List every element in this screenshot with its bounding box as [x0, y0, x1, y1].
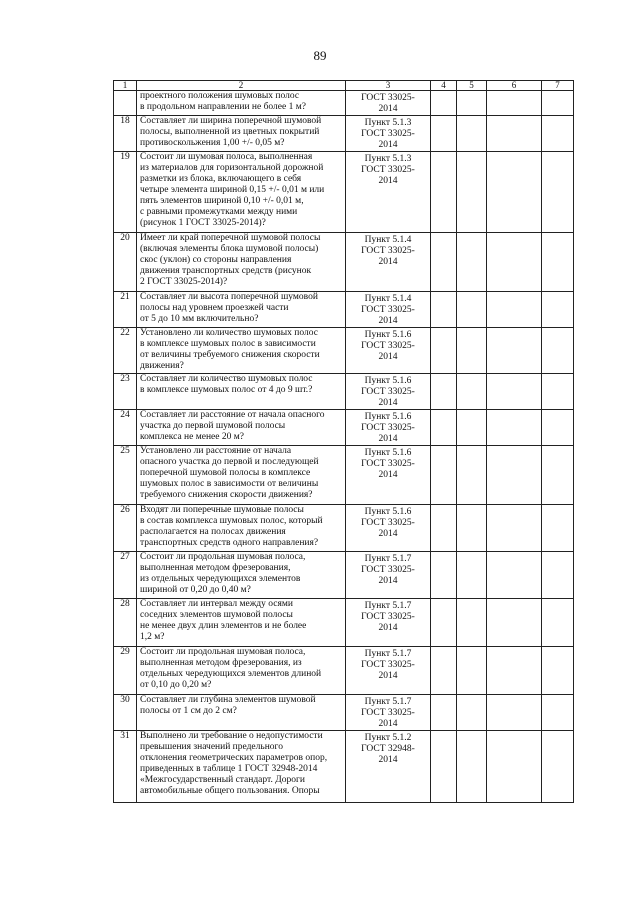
- table-row: [114, 599, 574, 647]
- row-number: 30: [114, 695, 137, 731]
- col-header: 4: [431, 81, 457, 91]
- question-line: в комплексе шумовых полос от 4 до 9 шт.?: [140, 385, 313, 395]
- reference-cell: [346, 647, 431, 695]
- question-cell: [137, 91, 346, 116]
- question-line: опасного участка до первой и последующей: [140, 457, 319, 467]
- question-cell: [137, 292, 346, 328]
- table-row: [114, 552, 574, 599]
- table-row: [114, 731, 574, 803]
- question-cell: [137, 647, 346, 695]
- row-number: 29: [114, 647, 137, 695]
- question-line: Составляет ли высота поперечной шумовой: [140, 292, 318, 302]
- answer-cell: [487, 695, 542, 731]
- reference-line: ГОСТ 33025-: [361, 341, 415, 351]
- answer-cell: [431, 599, 457, 647]
- reference-line: ГОСТ 33025-: [361, 305, 415, 315]
- col-header: 2: [137, 81, 346, 91]
- reference-line: 2014: [378, 576, 398, 586]
- reference-cell: [346, 731, 431, 803]
- row-number: 23: [114, 374, 137, 410]
- question-line: пять элементов шириной 0,10 +/- 0,01 м,: [140, 196, 304, 206]
- answer-cell: [487, 731, 542, 803]
- question-cell: [137, 374, 346, 410]
- reference-line: 2014: [378, 671, 398, 681]
- question-line: (рисунок 1 ГОСТ 33025-2014)?: [140, 218, 266, 228]
- table-row: [114, 410, 574, 446]
- question-line: движения транспортных средств (рисунок: [140, 266, 312, 276]
- answer-cell: [431, 233, 457, 292]
- reference-cell: [346, 505, 431, 552]
- question-line: скос (уклон) со стороны направления: [140, 255, 292, 265]
- answer-cell: [487, 233, 542, 292]
- question-line: Составляет ли количество шумовых полос: [140, 374, 313, 384]
- table-row: [114, 505, 574, 552]
- answer-cell: [487, 599, 542, 647]
- answer-cell: [457, 552, 487, 599]
- answer-cell: [487, 410, 542, 446]
- reference-line: ГОСТ 33025-: [361, 387, 415, 397]
- reference-line: Пункт 5.1.6: [364, 507, 412, 517]
- table-row: [114, 233, 574, 292]
- answer-cell: [542, 446, 574, 505]
- answer-cell: [431, 505, 457, 552]
- reference-line: 2014: [378, 398, 398, 408]
- answer-cell: [457, 410, 487, 446]
- answer-cell: [542, 116, 574, 152]
- question-line: Составляет ли глубина элементов шумовой: [140, 695, 316, 705]
- reference-line: ГОСТ 33025-: [361, 129, 415, 139]
- question-cell: [137, 233, 346, 292]
- row-number: 24: [114, 410, 137, 446]
- question-cell: [137, 116, 346, 152]
- reference-line: Пункт 5.1.7: [364, 554, 412, 564]
- question-line: Состоит ли шумовая полоса, выполненная: [140, 152, 313, 162]
- table-row: [114, 374, 574, 410]
- table-row: [114, 446, 574, 505]
- row-number: 21: [114, 292, 137, 328]
- reference-line: 2014: [378, 434, 398, 444]
- row-number: 27: [114, 552, 137, 599]
- question-cell: [137, 328, 346, 374]
- reference-line: ГОСТ 33025-: [361, 459, 415, 469]
- answer-cell: [487, 446, 542, 505]
- answer-cell: [487, 328, 542, 374]
- reference-line: 2014: [378, 257, 398, 267]
- reference-line: Пункт 5.1.7: [364, 601, 412, 611]
- answer-cell: [542, 410, 574, 446]
- question-line: располагается на полосах движения: [140, 527, 286, 537]
- question-line: автомобильные общего пользования. Опоры: [140, 786, 320, 796]
- reference-line: ГОСТ 33025-: [361, 246, 415, 256]
- answer-cell: [431, 152, 457, 233]
- answer-cell: [542, 233, 574, 292]
- reference-cell: [346, 695, 431, 731]
- reference-line: ГОСТ 33025-: [361, 612, 415, 622]
- table-row: [114, 152, 574, 233]
- question-cell: [137, 552, 346, 599]
- answer-cell: [487, 647, 542, 695]
- question-cell: [137, 152, 346, 233]
- question-line: требуемого снижения скорости движения?: [140, 490, 313, 500]
- question-line: выполненная методом фрезерования,: [140, 563, 291, 573]
- reference-cell: [346, 552, 431, 599]
- answer-cell: [431, 292, 457, 328]
- answer-cell: [431, 446, 457, 505]
- row-number: 18: [114, 116, 137, 152]
- reference-line: ГОСТ 33025-: [361, 165, 415, 175]
- reference-cell: [346, 91, 431, 116]
- question-line: полосы, выполненной из цветных покрытий: [140, 127, 320, 137]
- answer-cell: [542, 552, 574, 599]
- question-line: приведенных в таблице 1 ГОСТ 32948-2014: [140, 764, 318, 774]
- question-line: в продольном направлении не более 1 м?: [140, 102, 306, 112]
- question-line: от 5 до 10 мм включительно?: [140, 314, 259, 324]
- answer-cell: [431, 647, 457, 695]
- question-cell: [137, 505, 346, 552]
- question-line: 1,2 м?: [140, 632, 165, 642]
- question-line: 2 ГОСТ 33025-2014)?: [140, 277, 228, 287]
- reference-cell: [346, 233, 431, 292]
- table-row: [114, 292, 574, 328]
- page-number: 89: [313, 48, 327, 63]
- answer-cell: [431, 328, 457, 374]
- reference-line: Пункт 5.1.3: [364, 154, 412, 164]
- table-row: [114, 91, 574, 116]
- reference-cell: [346, 116, 431, 152]
- answer-cell: [542, 695, 574, 731]
- answer-cell: [457, 233, 487, 292]
- answer-cell: [457, 374, 487, 410]
- reference-line: ГОСТ 33025-: [361, 660, 415, 670]
- reference-line: 2014: [378, 719, 398, 729]
- reference-line: ГОСТ 33025-: [361, 423, 415, 433]
- col-header: 5: [457, 81, 487, 91]
- reference-cell: [346, 410, 431, 446]
- answer-cell: [431, 552, 457, 599]
- reference-line: 2014: [378, 140, 398, 150]
- answer-cell: [457, 647, 487, 695]
- reference-line: Пункт 5.1.6: [364, 448, 412, 458]
- question-cell: [137, 599, 346, 647]
- question-line: с равными промежутками между ними: [140, 207, 298, 217]
- answer-cell: [431, 91, 457, 116]
- answer-cell: [487, 152, 542, 233]
- question-line: «Межгосударственный стандарт. Дороги: [140, 775, 305, 785]
- answer-cell: [431, 695, 457, 731]
- answer-cell: [487, 292, 542, 328]
- answer-cell: [457, 328, 487, 374]
- answer-cell: [457, 505, 487, 552]
- reference-line: Пункт 5.1.2: [364, 733, 412, 743]
- question-line: участка до первой шумовой полосы: [140, 421, 286, 431]
- reference-cell: [346, 328, 431, 374]
- question-line: от величины требуемого снижения скорости: [140, 350, 320, 360]
- question-line: соседних элементов шумовой полосы: [140, 610, 293, 620]
- reference-line: 2014: [378, 755, 398, 765]
- answer-cell: [542, 731, 574, 803]
- answer-cell: [542, 328, 574, 374]
- question-line: Установлено ли количество шумовых полос: [140, 328, 318, 338]
- col-header: 1: [114, 81, 137, 91]
- question-line: транспортных средств одного направления?: [140, 538, 319, 548]
- answer-cell: [487, 552, 542, 599]
- question-line: Составляет ли расстояние от начала опасного: [140, 410, 325, 420]
- answer-cell: [542, 374, 574, 410]
- table-row: [114, 647, 574, 695]
- question-cell: [137, 731, 346, 803]
- answer-cell: [542, 152, 574, 233]
- header-row: [114, 81, 574, 91]
- question-line: проектного положения шумовых полос: [140, 91, 300, 101]
- question-cell: [137, 446, 346, 505]
- question-cell: [137, 410, 346, 446]
- reference-line: Пункт 5.1.7: [364, 649, 412, 659]
- checklist-table: [113, 80, 574, 803]
- row-number: 31: [114, 731, 137, 803]
- reference-cell: [346, 152, 431, 233]
- col-header: 7: [542, 81, 574, 91]
- answer-cell: [542, 505, 574, 552]
- table-row: [114, 328, 574, 374]
- row-number: 22: [114, 328, 137, 374]
- question-line: Входят ли поперечные шумовые полосы: [140, 505, 304, 515]
- answer-cell: [431, 410, 457, 446]
- question-line: Выполнено ли требование о недопустимости: [140, 731, 323, 741]
- question-line: не менее двух длин элементов и не более: [140, 621, 307, 631]
- question-line: отклонения геометрических параметров опор,: [140, 753, 328, 763]
- reference-line: 2014: [378, 529, 398, 539]
- reference-line: ГОСТ 33025-: [361, 93, 415, 103]
- row-number: 19: [114, 152, 137, 233]
- question-line: от 0,10 до 0,20 м?: [140, 680, 212, 690]
- answer-cell: [431, 116, 457, 152]
- reference-line: 2014: [378, 316, 398, 326]
- question-line: Установлено ли расстояние от начала: [140, 446, 292, 456]
- reference-line: Пункт 5.1.3: [364, 118, 412, 128]
- answer-cell: [457, 152, 487, 233]
- question-line: Состоит ли продольная шумовая полоса,: [140, 552, 306, 562]
- answer-cell: [542, 647, 574, 695]
- answer-cell: [431, 374, 457, 410]
- row-number: 25: [114, 446, 137, 505]
- question-line: отдельных чередующихся элементов длиной: [140, 669, 322, 679]
- question-line: Имеет ли край поперечной шумовой полосы: [140, 233, 321, 243]
- reference-line: ГОСТ 33025-: [361, 708, 415, 718]
- question-line: поперечной шумовой полосы в комплексе: [140, 468, 311, 478]
- answer-cell: [457, 292, 487, 328]
- reference-line: 2014: [378, 470, 398, 480]
- row-number: [114, 91, 137, 116]
- reference-line: 2014: [378, 352, 398, 362]
- answer-cell: [457, 116, 487, 152]
- col-header: 3: [346, 81, 431, 91]
- reference-cell: [346, 374, 431, 410]
- question-line: из материалов для горизонтальной дорожной: [140, 163, 324, 173]
- row-number: 28: [114, 599, 137, 647]
- question-line: четыре элемента шириной 0,15 +/- 0,01 м или: [140, 185, 325, 195]
- question-line: из отдельных чередующихся элементов: [140, 574, 301, 584]
- question-line: в комплексе шумовых полос в зависимости: [140, 339, 316, 349]
- question-line: шумовых полос в зависимости от величины: [140, 479, 319, 489]
- answer-cell: [487, 505, 542, 552]
- answer-cell: [457, 695, 487, 731]
- reference-cell: [346, 599, 431, 647]
- question-line: Состоит ли продольная шумовая полоса,: [140, 647, 306, 657]
- question-line: Составляет ли интервал между осями: [140, 599, 293, 609]
- reference-line: 2014: [378, 104, 398, 114]
- answer-cell: [542, 292, 574, 328]
- question-line: шириной от 0,20 до 0,40 м?: [140, 585, 251, 595]
- reference-line: Пункт 5.1.6: [364, 412, 412, 422]
- reference-line: 2014: [378, 176, 398, 186]
- reference-cell: [346, 446, 431, 505]
- answer-cell: [431, 731, 457, 803]
- reference-line: Пункт 5.1.4: [364, 235, 412, 245]
- answer-cell: [457, 91, 487, 116]
- question-line: комплекса не менее 20 м?: [140, 432, 244, 442]
- reference-line: Пункт 5.1.6: [364, 376, 412, 386]
- answer-cell: [457, 446, 487, 505]
- answer-cell: [457, 731, 487, 803]
- reference-line: Пункт 5.1.7: [364, 697, 412, 707]
- answer-cell: [487, 374, 542, 410]
- reference-line: ГОСТ 33025-: [361, 518, 415, 528]
- question-line: противоскольжения 1,00 +/- 0,05 м?: [140, 138, 285, 148]
- question-line: (включая элементы блока шумовой полосы): [140, 244, 319, 254]
- question-line: в состав комплекса шумовых полос, который: [140, 516, 323, 526]
- question-line: Составляет ли ширина поперечной шумовой: [140, 116, 322, 126]
- col-header: 6: [487, 81, 542, 91]
- question-line: полосы от 1 см до 2 см?: [140, 706, 237, 716]
- question-line: полосы над уровнем проезжей части: [140, 303, 289, 313]
- answer-cell: [487, 116, 542, 152]
- answer-cell: [542, 91, 574, 116]
- question-line: превышения значений предельного: [140, 742, 283, 752]
- reference-line: Пункт 5.1.6: [364, 330, 412, 340]
- answer-cell: [457, 599, 487, 647]
- answer-cell: [487, 91, 542, 116]
- reference-line: ГОСТ 32948-: [361, 744, 415, 754]
- answer-cell: [542, 599, 574, 647]
- row-number: 20: [114, 233, 137, 292]
- question-line: движения?: [140, 361, 184, 371]
- row-number: 26: [114, 505, 137, 552]
- reference-cell: [346, 292, 431, 328]
- reference-line: Пункт 5.1.4: [364, 294, 412, 304]
- question-line: разметки из блока, включающего в себя: [140, 174, 302, 184]
- table-row: [114, 695, 574, 731]
- question-cell: [137, 695, 346, 731]
- reference-line: ГОСТ 33025-: [361, 565, 415, 575]
- question-line: выполненная методом фрезерования, из: [140, 658, 302, 668]
- reference-line: 2014: [378, 623, 398, 633]
- table-row: [114, 116, 574, 152]
